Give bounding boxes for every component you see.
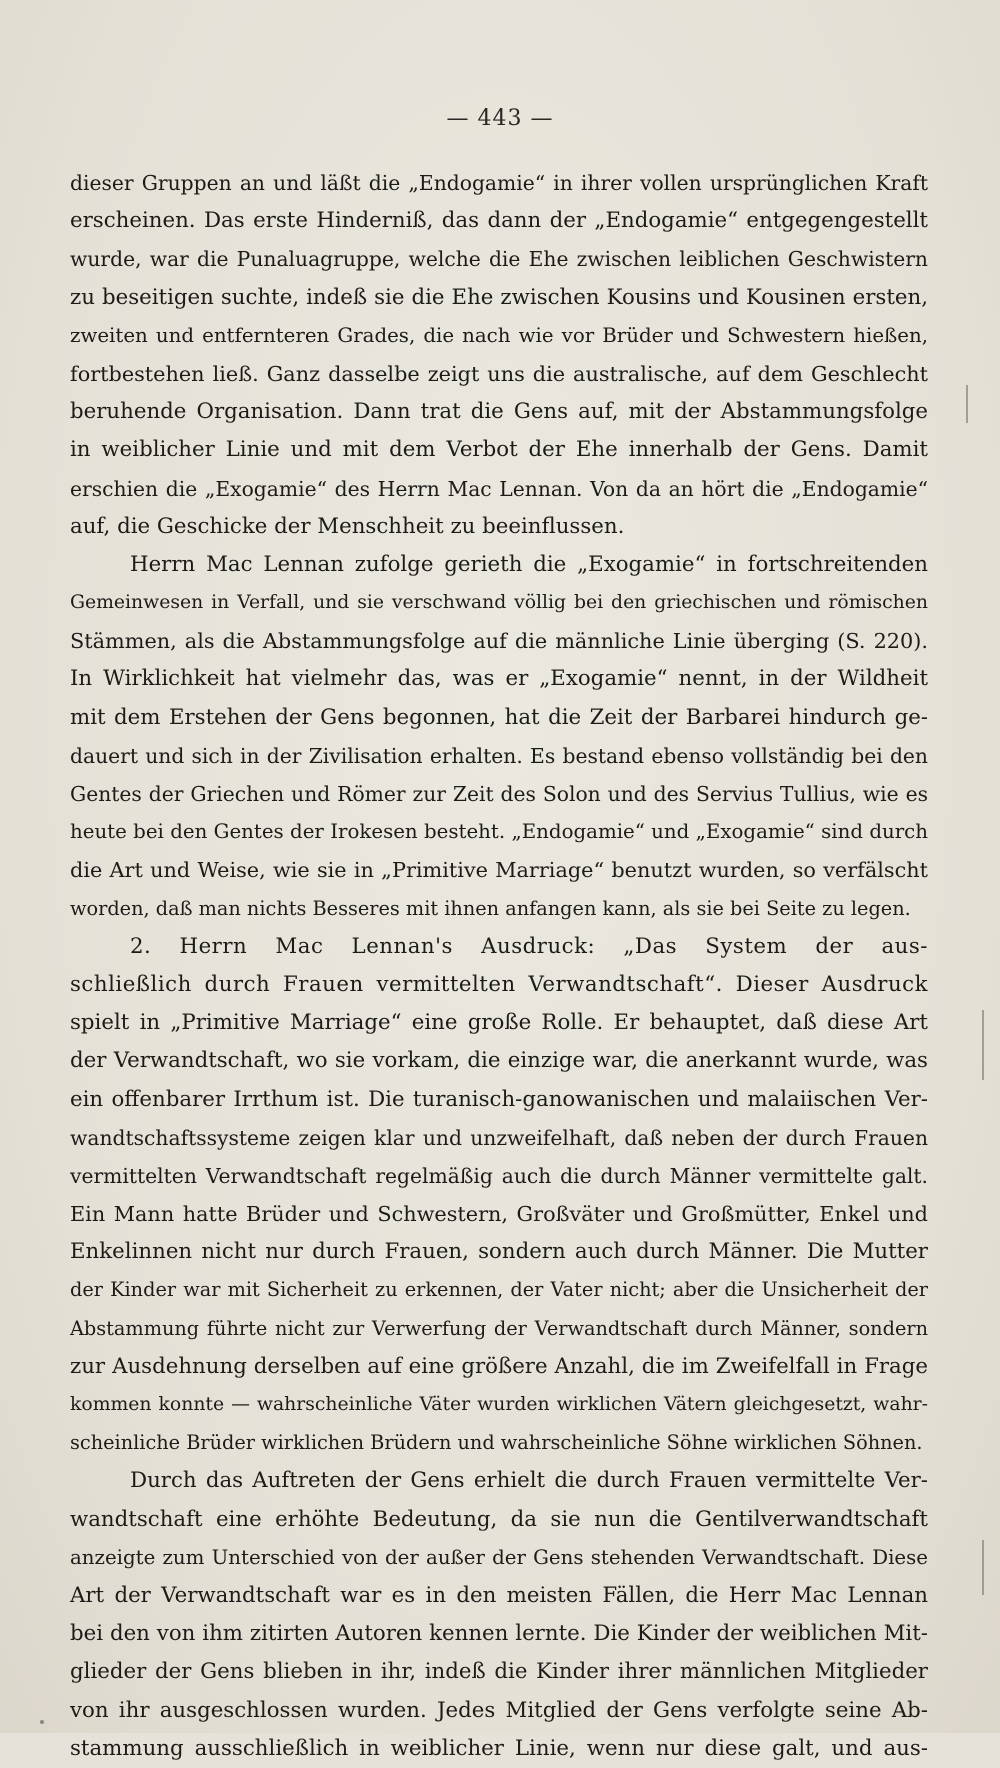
text-line: spielt in „Primitive Marriage“ eine große Rolle. Er behauptet, daß diese Art [70, 1010, 928, 1036]
margin-mark [982, 1540, 984, 1595]
text-line: die Art und Weise, wie sie in „Primitive Marriage“ benutzt wurden, so verfälscht [70, 858, 928, 883]
text-line: von ihr ausgeschlossen wurden. Jedes Mitglied der Gens verfolgte seine Ab- [70, 1697, 928, 1723]
text-line: bei den von ihm zitirten Autoren kennen lernte. Die Kinder der weiblichen Mit- [70, 1621, 928, 1647]
text-line: 2. Herrn Mac Lennan's Ausdruck: „Das System der aus- [130, 933, 928, 959]
text-line: kommen konnte — wahrscheinliche Väter wurden wirklichen Vätern gleichgesetzt, wahr- [70, 1394, 928, 1415]
text-line: glieder der Gens blieben in ihr, indeß die Kinder ihrer männlichen Mitglieder [70, 1659, 928, 1685]
margin-mark [966, 385, 968, 423]
text-line: fortbestehen ließ. Ganz dasselbe zeigt uns die australische, auf dem Geschlecht [70, 361, 928, 386]
corner-mark [40, 1720, 44, 1724]
text-line: dauert und sich in der Zivilisation erhalten. Es bestand ebenso vollständig bei den [70, 743, 928, 768]
text-line: beruhende Organisation. Dann trat die Gens auf, mit der Abstammungsfolge [70, 399, 928, 425]
text-line: ein offenbarer Irrthum ist. Die turanisch-ganowanischen und malaiischen Ver- [70, 1086, 928, 1112]
text-line: der Verwandtschaft, wo sie vorkam, die einzige war, die anerkannt wurde, was [70, 1048, 928, 1074]
text-line: vermittelten Verwandtschaft regelmäßig auch die durch Männer vermittelte galt. [70, 1163, 928, 1188]
text-line: wurde, war die Punaluagruppe, welche die Ehe zwischen leiblichen Geschwistern [70, 247, 928, 272]
text-line: stammung ausschließlich in weiblicher Linie, wenn nur diese galt, und aus- [70, 1735, 928, 1761]
text-line: schließlich durch Frauen vermittelten Verwandtschaft“. Dieser Ausdruck [70, 971, 928, 997]
text-line: zu beseitigen suchte, indeß sie die Ehe zwischen Kousins und Kousinen ersten, [70, 284, 928, 310]
text-line: in weiblicher Linie und mit dem Verbot der Ehe innerhalb der Gens. Damit [70, 437, 928, 463]
text-line: scheinliche Brüder wirklichen Brüdern und wahrscheinliche Söhne wirklichen Söhnen. [70, 1431, 923, 1455]
margin-mark [982, 1010, 984, 1080]
text-line: mit dem Erstehen der Gens begonnen, hat die Zeit der Barbarei hindurch ge- [70, 704, 928, 730]
text-line: Durch das Auftreten der Gens erhielt die durch Frauen vermittelte Ver- [130, 1468, 928, 1494]
text-line: dieser Gruppen an und läßt die „Endogamie“ in ihrer vollen ursprünglichen Kraft [70, 171, 928, 195]
text-line: Enkelinnen nicht nur durch Frauen, sondern auch durch Männer. Die Mutter [70, 1239, 928, 1265]
text-line: zweiten und entfernteren Grades, die nach wie vor Brüder und Schwestern hießen, [70, 323, 928, 347]
page-number: — 443 — [446, 106, 554, 131]
text-line: wandtschaftssysteme zeigen klar und unzweifelhaft, daß neben der durch Frauen [70, 1125, 928, 1150]
text-line: anzeigte zum Unterschied von der außer der Gens stehenden Verwandtschaft. Diese [70, 1545, 928, 1569]
text-line: erscheinen. Das erste Hinderniß, das dann der „Endogamie“ entgegengestellt [70, 208, 928, 234]
body-text [70, 164, 928, 1768]
text-line: In Wirklichkeit hat vielmehr das, was er „Exogamie“ nennt, in der Wildheit [70, 666, 928, 692]
text-line: auf, die Geschicke der Menschheit zu beeinflussen. [70, 513, 625, 539]
text-line: Stämmen, als die Abstammungsfolge auf die männliche Linie überging (S. 220). [70, 629, 928, 654]
text-line: Abstammung führte nicht zur Verwerfung der Verwandtschaft durch Männer, sondern [70, 1316, 928, 1340]
text-line: Ein Mann hatte Brüder und Schwestern, Großväter und Großmütter, Enkel und [70, 1202, 928, 1227]
text-line: wandtschaft eine erhöhte Bedeutung, da sie nun die Gentilverwandtschaft [70, 1506, 928, 1532]
text-line: erschien die „Exogamie“ des Herrn Mac Lennan. Von da an hört die „Endogamie“ [70, 476, 928, 501]
text-line: worden, daß man nichts Besseres mit ihnen anfangen kann, als sie bei Seite zu legen. [70, 896, 911, 920]
text-line: Art der Verwandtschaft war es in den meisten Fällen, die Herr Mac Lennan [70, 1582, 928, 1608]
text-line: Herrn Mac Lennan zufolge gerieth die „Exogamie“ in fortschreitenden [130, 551, 928, 577]
text-line: zur Ausdehnung derselben auf eine größere Anzahl, die im Zweifelfall in Frage [70, 1353, 928, 1379]
text-line: Gemeinwesen in Verfall, und sie verschwand völlig bei den griechischen und römischen [70, 592, 928, 614]
text-line: Gentes der Griechen und Römer zur Zeit des Solon und des Servius Tullius, wie es [70, 782, 928, 806]
text-line: heute bei den Gentes der Irokesen besteht. „Endogamie“ und „Exogamie“ sind durch [70, 820, 928, 844]
text-line: der Kinder war mit Sicherheit zu erkennen, der Vater nicht; aber die Unsicherheit der [70, 1278, 928, 1302]
